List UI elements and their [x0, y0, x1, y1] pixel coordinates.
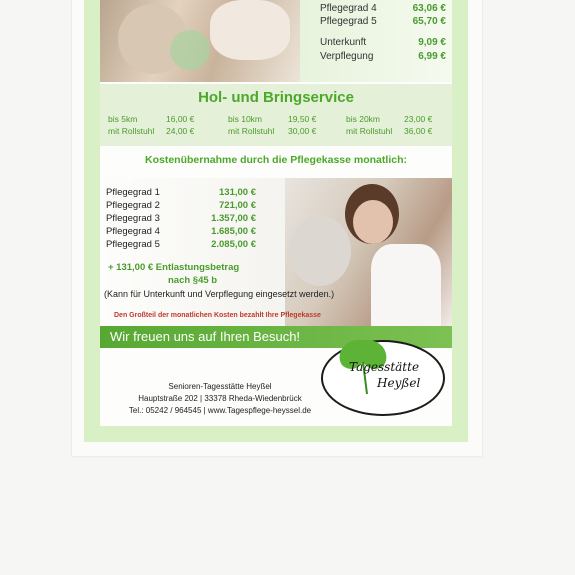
relief-amount: + 131,00 € Entlastungsbetrag — [108, 262, 240, 273]
seniors-photo — [100, 0, 300, 82]
address-name: Senioren-Tagesstätte Heyßel — [168, 382, 272, 391]
shuttle-price-column: bis 10km 19,50 € mit Rollstuhl 30,00 € — [228, 114, 317, 136]
address-street: Hauptstraße 202 | 33378 Rheda-Wiedenbrück — [138, 394, 302, 403]
insurance-coverage-title: Kostenübernahme durch die Pflegekasse monatlich: — [145, 154, 407, 166]
price-row: Pflegegrad 5 65,70 € — [320, 16, 446, 27]
price-row: Verpflegung 6,99 € — [320, 51, 446, 62]
tagesstaette-logo — [321, 336, 447, 416]
logo-text-line2: Heyßel — [377, 376, 421, 390]
insurance-note: Den Großteil der monatlichen Kosten bezahlt Ihre Pflegekasse — [114, 312, 321, 319]
price-row: Pflegegrad 4 63,06 € — [320, 3, 446, 14]
address-contact: Tel.: 05242 / 964545 | www.Tagespflege-heyssel.de — [128, 406, 312, 415]
daily-price-list — [300, 0, 452, 82]
shuttle-price-column: bis 20km 23,00 € mit Rollstuhl 36,00 € — [346, 114, 433, 136]
shuttle-service-title: Hol- und Bringservice — [198, 89, 354, 106]
grade-row: Pflegegrad 2 721,00 € — [106, 200, 256, 211]
relief-note: (Kann für Unterkunft und Verpflegung eingesetzt werden.) — [104, 289, 335, 299]
grade-row: Pflegegrad 4 1.685,00 € — [106, 226, 256, 237]
shuttle-service-section — [100, 84, 452, 146]
grade-row: Pflegegrad 1 131,00 € — [106, 187, 256, 198]
price-row: Unterkunft 9,09 € — [320, 37, 446, 48]
relief-paragraph: nach §45 b — [168, 275, 218, 286]
welcome-banner-text: Wir freuen uns auf Ihren Besuch! — [110, 329, 301, 344]
logo-text-line1: Tagesstätte — [349, 360, 420, 374]
grade-row: Pflegegrad 5 2.085,00 € — [106, 239, 256, 250]
grade-row: Pflegegrad 3 1.357,00 € — [106, 213, 256, 224]
shuttle-price-column: bis 5km 16,00 € mit Rollstuhl 24,00 € — [108, 114, 195, 136]
caregiver-photo — [285, 178, 452, 326]
